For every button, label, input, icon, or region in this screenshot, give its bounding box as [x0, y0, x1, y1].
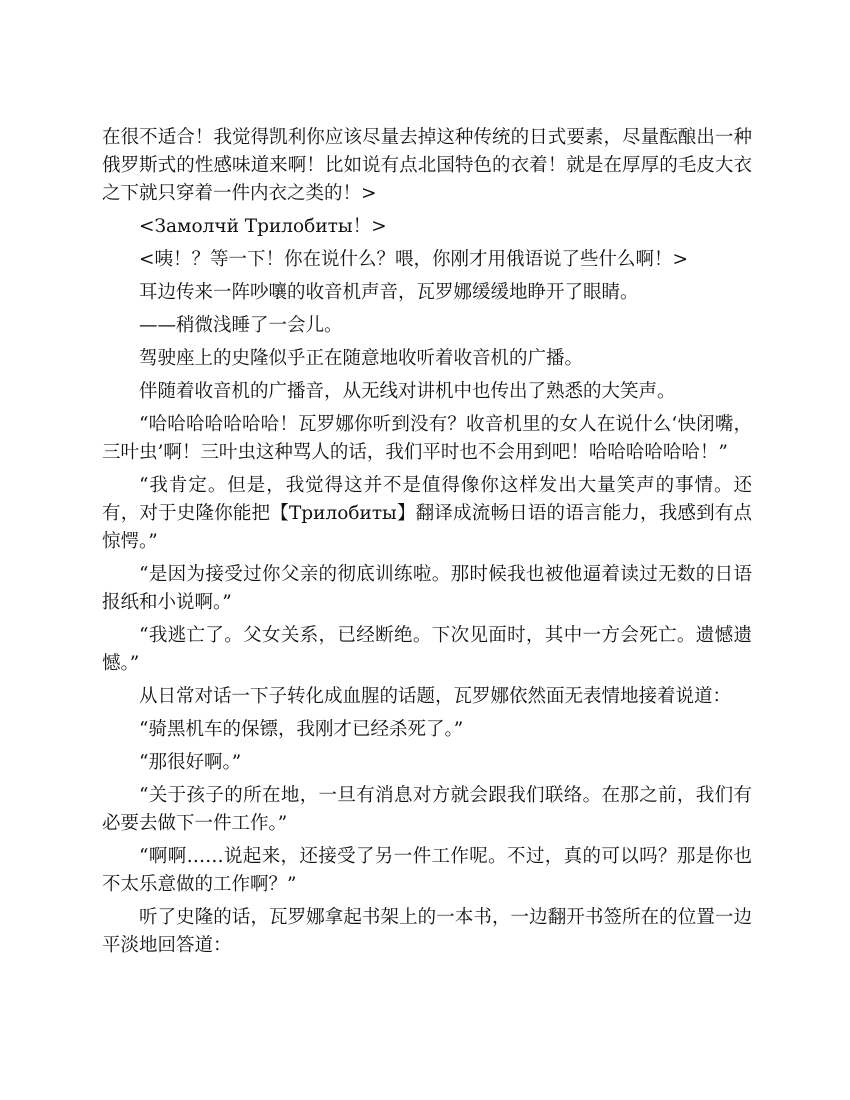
paragraph: 耳边传来一阵吵嚷的收音机声音，瓦罗娜缓缓地睁开了眼睛。	[139, 282, 639, 303]
paragraph: “我肯定。但是，我觉得这并不是值得像你这样发出大量笑声的事情。还有，对于史隆你能把【Трилобиты】翻译成流畅日语的语言能力，我感到有点惊愕。”	[102, 475, 752, 552]
paragraph: “哈哈哈哈哈哈哈！瓦罗娜你听到没有？收音机里的女人在说什么‘快闭嘴，三叶虫’啊！三叶虫这种骂人的话，我们平时也不会用到吧！哈哈哈哈哈哈！”	[102, 414, 752, 463]
paragraph: 伴随着收音机的广播音，从无线对讲机中也传出了熟悉的大笑声。	[139, 381, 676, 402]
paragraph: “关于孩子的所在地，一旦有消息对方就会跟我们联络。在那之前，我们有必要去做下一件工作。”	[102, 785, 752, 834]
paragraph: “那很好啊。”	[139, 752, 242, 773]
paragraph: 在很不适合！我觉得凯利你应该尽量去掉这种传统的日式要素，尽量酝酿出一种俄罗斯式的性感味道来啊！比如说有点北国特色的衣着！就是在厚厚的毛皮大衣之下就只穿着一件内衣之类的！>	[102, 127, 752, 204]
paragraph: 驾驶座上的史隆似乎正在随意地收听着收音机的广播。	[139, 348, 584, 369]
paragraph: “是因为接受过你父亲的彻底训练啦。那时候我也被他逼着读过无数的日语报纸和小说啊。”	[102, 564, 752, 613]
paragraph: ——稍微浅睡了一会儿。	[139, 315, 343, 336]
paragraph: 听了史隆的话，瓦罗娜拿起书架上的一本书，一边翻开书签所在的位置一边平淡地回答道：	[102, 907, 752, 956]
paragraph: 从日常对话一下子转化成血腥的话题，瓦罗娜依然面无表情地接着说道：	[139, 686, 732, 707]
document-page	[102, 124, 752, 965]
paragraph: “啊啊……说起来，还接受了另一件工作呢。不过，真的可以吗？那是你也不太乐意做的工作啊？”	[102, 846, 752, 895]
paragraph: “我逃亡了。父女关系，已经断绝。下次见面时，其中一方会死亡。遗憾遗憾。”	[102, 625, 752, 674]
paragraph: <咦！？等一下！你在说什么？喂，你刚才用俄语说了些什么啊！>	[139, 249, 689, 270]
paragraph: “骑黑机车的保镖，我刚才已经杀死了。”	[139, 719, 464, 740]
paragraph: <Замолчй Трилобиты！>	[139, 216, 387, 237]
